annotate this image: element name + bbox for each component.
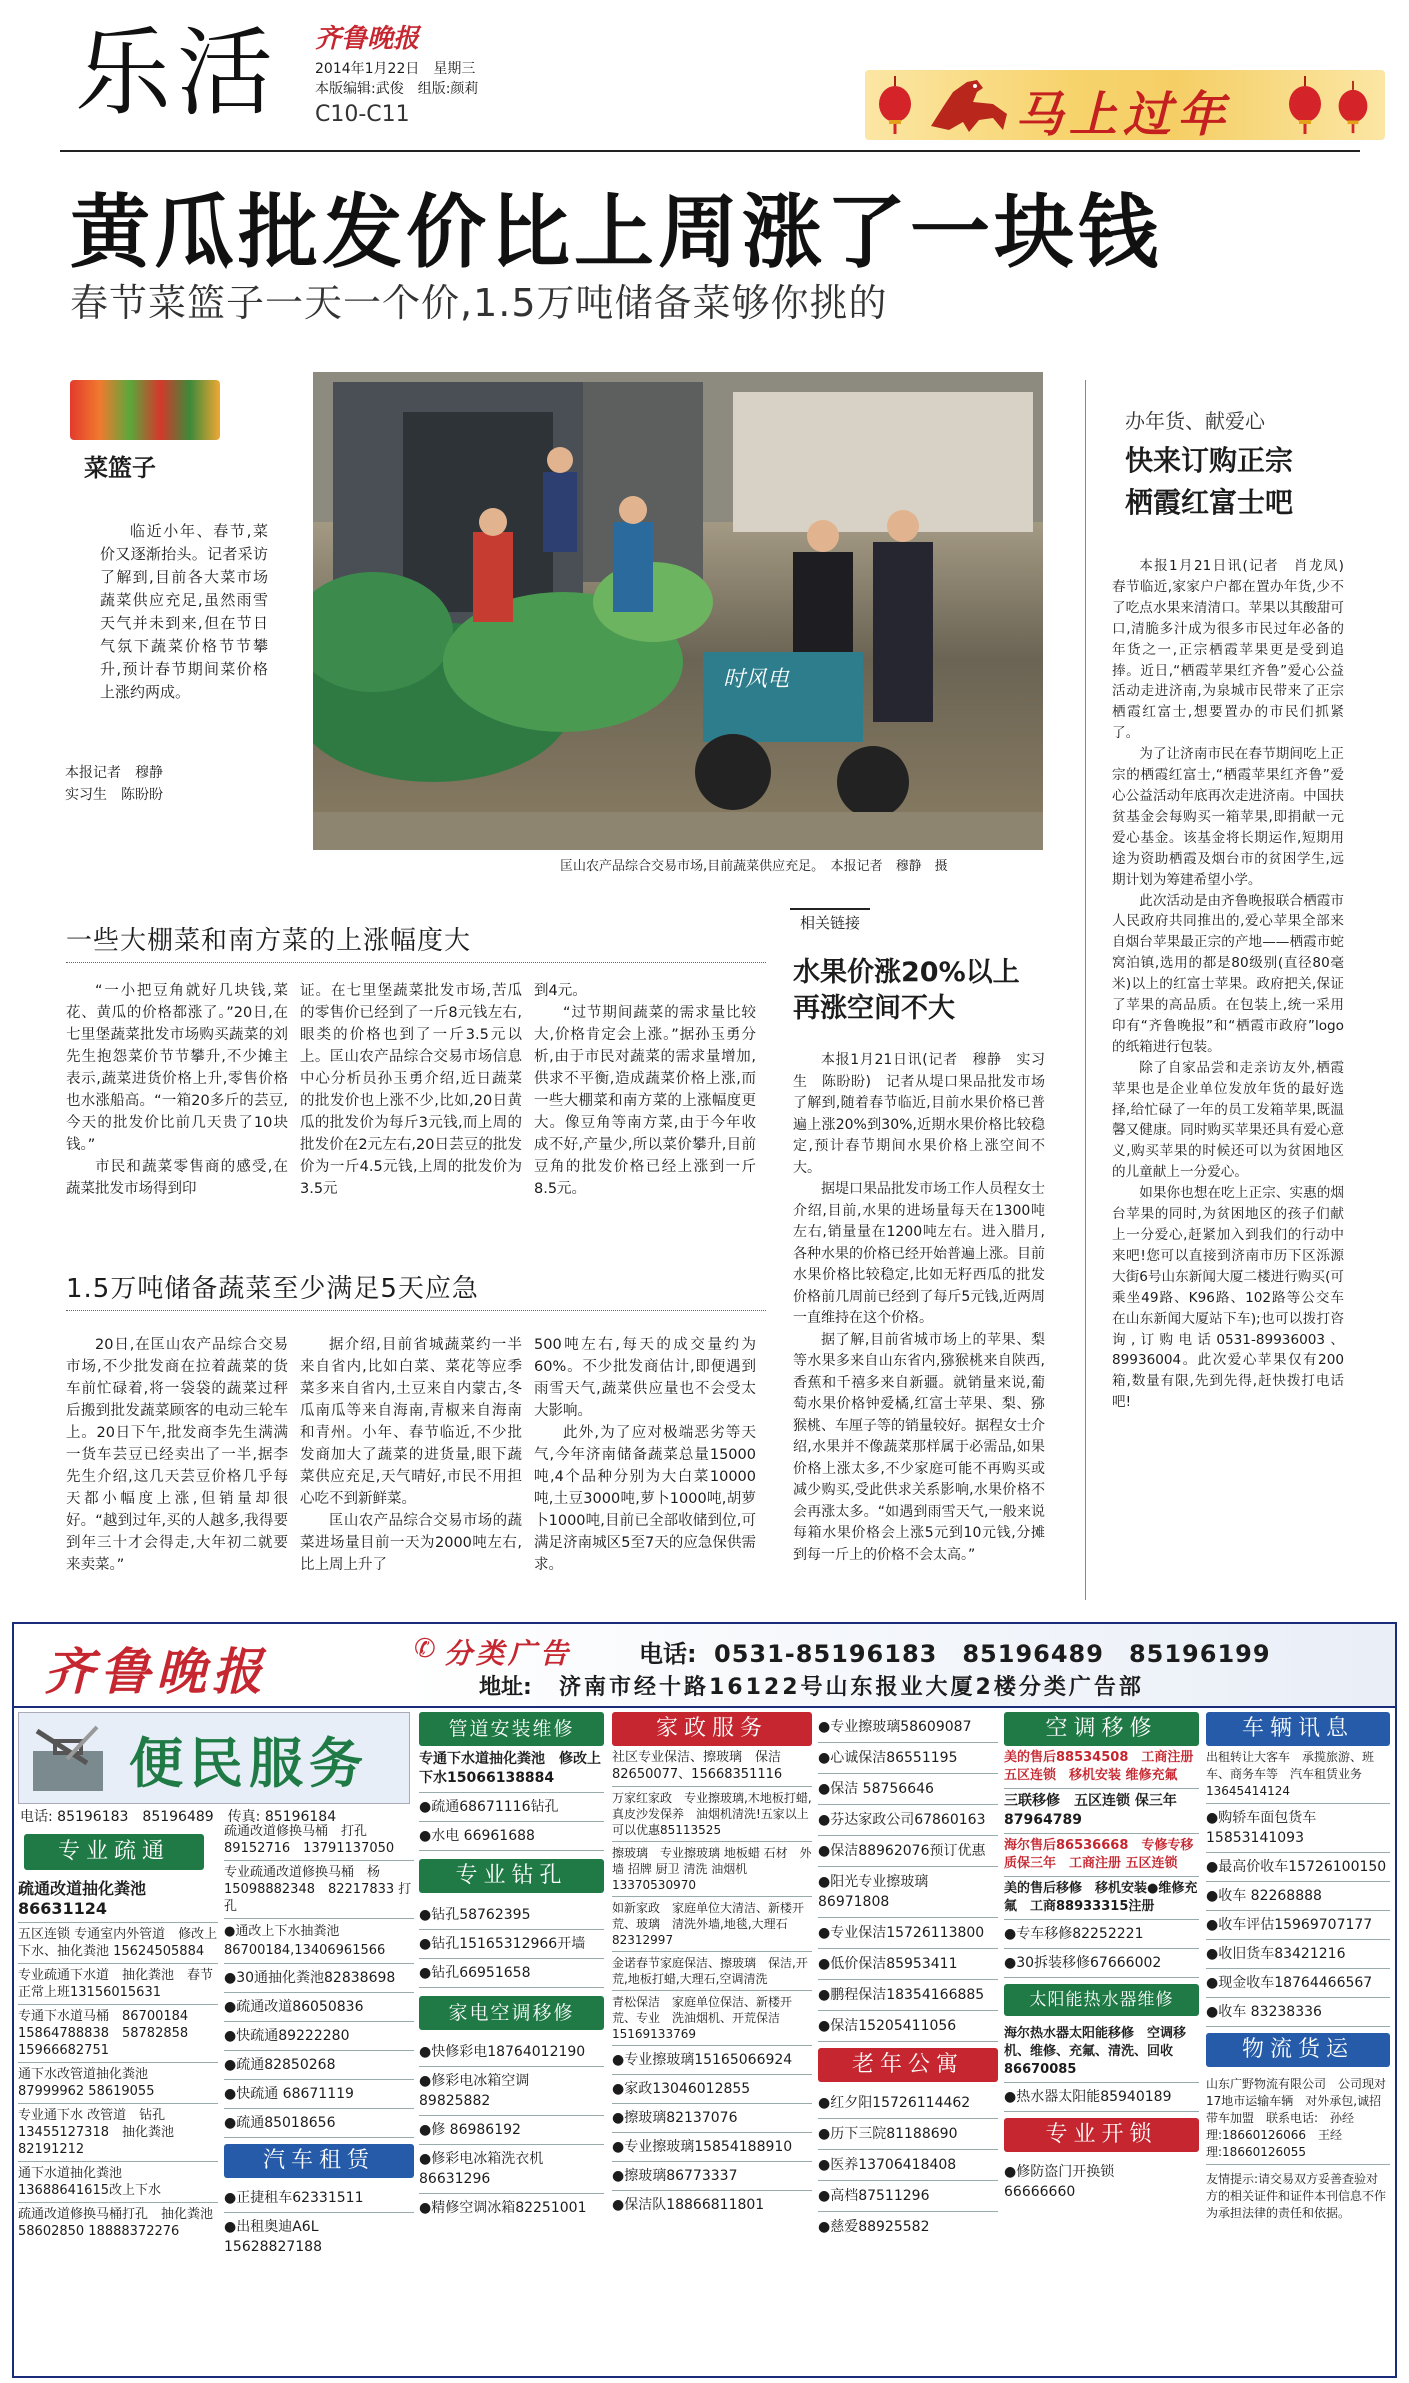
vegetable-thumbnail xyxy=(70,380,220,440)
phone-label: 电话: xyxy=(639,1640,697,1668)
category-housekeeping: 家政服务 xyxy=(612,1712,812,1746)
section2-col1: 20日,在匡山农产品综合交易市场,不少批发商在拉着蔬菜的货车前忙碌着,将一袋袋的蔬菜过秤后搬到批发蔬菜顾客的电动三轮车上。20日下午,批发商李先生满满一货车芸豆已经卖出了一半,据李先生介绍,这几天芸豆价格几乎每天都小幅度上涨,但销量却很好。“越到过年,买的人越多,我得要到年三十才会得走,大年初二就要来卖菜。” xyxy=(66,1337,288,1573)
newspaper-logo: 齐鲁晚报 xyxy=(315,24,420,54)
category-drilling: 专业钻孔 xyxy=(419,1859,604,1893)
section1-heading: 一些大棚菜和南方菜的上涨幅度大 xyxy=(66,926,472,956)
sub-headline: 春节菜篮子一天一个价,1.5万吨储备菜够你挑的 xyxy=(70,281,888,325)
section2-col3: 500吨左右,每天的成交量约为60%。不少批发商估计,即便遇到雨雪天气,蔬菜供应量也不会受太大影响。 此外,为了应对极端恶劣等天气,今年济南储备蔬菜总量15000吨,4个品种分别为大白菜10000吨,土豆3000吨,萝卜1000吨,胡萝卜1000吨,目前已全部收储到位,可满足济南城区5至7天的应急保供需求。 xyxy=(534,1337,756,1573)
col7-listings: 车辆讯息 出租转让大客车 承揽旅游、班车、商务车等 汽车租赁业务13645414124 ●购轿车面包货车 15853141093 ●最高价收车15726100150 ●收车 82268888 ●收车评估15969707177 ●收旧货车83421216 ●现金收车18764466567 ●收车 83238336 物流货运 山东广野物流有限公司 公司现对17地市运输车辆 对外承包,诚招带车加盟 联系电话: 孙经理:18660126066 王经理:18660126055 友情提示:请交易双方妥善查验对方的相关证件和证件本刊信息不作为承担法律的责任和依据。 xyxy=(1206,1712,1390,2228)
col4-listings: 家政服务 社区专业保洁、擦玻璃 保洁82650077、15668351116 万家红家政 专业擦玻璃,木地板打蜡,真皮沙发保养 油烟机清洗!五家以上可以优惠85113525 擦玻璃 专业擦玻璃 地板蜡 石材 外墙 招牌 厨卫 清洗 油烟机 13370530970 如新家政 家庭单位大清洁、新楼开荒、玻璃 清洗外墙,地毯,大理石82312997 金诺春节家庭保洁、擦玻璃 保洁,开荒,地板打蜡,大理石,空调清洗 青松保洁 家庭单位保洁、新楼开荒、专业 洗油烟机、开荒保洁15169133769 ●专业擦玻璃15165066924 ●家政13046012855 ●擦玻璃82137076 ●专业擦玻璃15854188910 ●擦玻璃86773337 ●保洁队18866811801 xyxy=(612,1712,812,2219)
masthead-rule xyxy=(60,150,1360,152)
editors-line: 本版编辑:武俊 组版:颜莉 xyxy=(315,81,479,97)
phone-icon: ✆ xyxy=(414,1634,436,1664)
new-year-banner xyxy=(865,70,1385,143)
address-label: 地址: xyxy=(479,1675,532,1700)
category-car-rental: 汽车租赁 xyxy=(224,2144,414,2178)
market-scene xyxy=(313,372,1043,850)
section1-col2: 证。在七里堡蔬菜批发市场,苦瓜的零售价已经到了一斤8元钱左右,眼类的价格也到了一斤3.5元以上。匡山农产品综合交易市场信息中心分析员孙玉勇介绍,近日蔬菜的批发价也上涨不少,比如,20日黄瓜的批发价为每斤3元钱,而上周的批发价在2元左右,20日芸豆的批发价为一斤4.5元钱,上周的批发价为3.5元 xyxy=(300,983,522,1197)
related-heading: 水果价涨20%以上 再涨空间不大 xyxy=(793,957,1020,1024)
category-ac-repair: 空调移修 xyxy=(1004,1712,1199,1746)
category-drain: 专业疏通 xyxy=(24,1834,204,1870)
section-title: 乐活 xyxy=(75,17,279,129)
apple-heading: 快来订购正宗 栖霞红富士吧 xyxy=(1125,444,1294,519)
notice: 友情提示:请交易双方妥善查验对方的相关证件和证件本刊信息不作为承担法律的责任和依据。 xyxy=(1206,2172,1387,2220)
column-divider xyxy=(1085,380,1086,1600)
horse-icon xyxy=(923,74,1013,136)
service-phone: 电话: 85196183 85196489 传真: 85196184 xyxy=(20,1809,337,1825)
category-senior-home: 老年公寓 xyxy=(818,2048,998,2082)
category-pipe: 管道安装维修 xyxy=(419,1712,604,1746)
banner-text: 马上过年 xyxy=(1015,87,1232,143)
lantern-icon xyxy=(1335,80,1371,134)
lead-byline xyxy=(65,762,163,806)
issue-date: 2014年1月22日 星期三 xyxy=(315,61,476,77)
col1-listings: 疏通改道抽化粪池 86631124 五区连锁 专通室内外管道 修改上下水、抽化粪池 15624505884 专业疏通下水道 抽化粪池 春节正常上班13156015631 专通下水道马桶 86700184 15864788838 58782858 15966682751 通下水改管道抽化粪池 87999962 58619055 专业通下水 改管道 钻孔 13455127318 抽化粪池 82191212 通下水道抽化粪池 13688641615改上下水 疏通改道修换马桶打孔 抽化粪池58602850 18888372276 xyxy=(18,1876,218,2243)
byline-intern: 实习生 陈盼盼 xyxy=(65,787,163,803)
section2-rule xyxy=(66,1310,766,1311)
section1-col1: “一小把豆角就好几块钱,菜花、黄瓜的价格都涨了。”20日,在七里堡蔬菜批发市场购买蔬菜的刘先生抱怨菜价节节攀升,不少摊主表示,蔬菜进货价格上升,零售价格也水涨船高。“一箱20多斤的芸豆,今天的批发价比前几天贵了10块钱。” 市民和蔬菜零售商的感受,在蔬菜批发市场得到印 xyxy=(66,983,288,1197)
lead-paragraph: 临近小年、春节,菜价又逐渐抬头。记者采访了解到,目前各大菜市场蔬菜供应充足,虽然雨雪天气并未到来,但在节日气氛下蔬菜价格节节攀升,预计春节期间菜价格上涨约两成。 xyxy=(100,522,268,701)
byline-reporter: 本报记者 穆静 xyxy=(65,765,163,781)
category-water-heater: 太阳能热水器维修 xyxy=(1004,1984,1199,2016)
related-label: 相关链接 xyxy=(790,908,870,935)
classified-section xyxy=(12,1622,1397,2378)
photo-caption: 匡山农产品综合交易市场,目前蔬菜供应充足。 本报记者 穆静 摄 xyxy=(560,859,948,874)
category-appliance: 家电空调移修 xyxy=(419,1996,604,2030)
category-vehicles: 车辆讯息 xyxy=(1206,1712,1390,1746)
category-logistics: 物流货运 xyxy=(1206,2033,1390,2067)
section1-col3: 到4元。 “过节期间蔬菜的需求量比较大,价格肯定会上涨。”据孙玉勇分析,由于市民对蔬菜的需求量增加,供求不平衡,造成蔬菜价格上涨,而一些大棚菜和南方菜的上涨幅度更大。像豆角等南方菜,由于今年收成不好,产量少,所以菜价攀升,目前豆角的批发价格已经上涨到一斤8.5元。 xyxy=(534,983,756,1197)
service-banner xyxy=(18,1712,410,1804)
column-label: 菜篮子 xyxy=(84,454,156,482)
apple-kicker: 办年货、献爱心 xyxy=(1125,409,1265,433)
truck-label: 时风电 xyxy=(723,667,790,692)
toolbox-icon xyxy=(27,1723,117,1795)
service-title: 便民服务 xyxy=(129,1731,369,1795)
phone-numbers: 0531-85196183 85196489 85196199 xyxy=(714,1640,1271,1668)
classified-header xyxy=(14,1624,1395,1708)
col3-listings: 管道安装维修 专通下水道抽化粪池 修改上下水15066138884 ●疏通68671116钻孔 ●水电 66961688 专业钻孔 ●钻孔58762395 ●钻孔15165312966开墙 ●钻孔66951658 家电空调移修 ●快修彩电18764012190 ●修彩电冰箱空调 89825882 ●修 86986192 ●修彩电冰箱洗衣机 86631296 ●精修空调冰箱82251001 xyxy=(419,1712,604,2222)
lantern-icon xyxy=(1285,76,1325,134)
section1-rule xyxy=(66,962,766,963)
category-locksmith: 专业开锁 xyxy=(1004,2118,1199,2152)
market-photo xyxy=(313,372,1043,850)
apple-body: 本报1月21日讯(记者 肖龙凤) 春节临近,家家户户都在置办年货,少不了吃点水果来清清口。苹果以其酸甜可口,清脆多汁成为很多市民过年必备的年货之一,正宗栖霞苹果更是受到追捧。近日,“栖霞苹果红齐鲁”爱心公益活动走进济南,为泉城市民带来了正宗栖霞红富士,想要置办的市民们抓紧了。 为了让济南市民在春节期间吃上正宗的栖霞红富士,“栖霞苹果红齐鲁”爱心公益活动年底再次走进济南。中国扶贫基金会每购买一箱苹果,即捐献一元爱心基金。该基金将长期运作,短期用途为资助栖霞及烟台市的贫困学生,远期计划为筹建希望小学。 此次活动是由齐鲁晚报联合栖霞市人民政府共同推出的,爱心苹果全部来自烟台苹果最正宗的产地——栖霞市蛇窝泊镇,选用的都是80级别(直径80毫米)以上的红富士苹果。政府把关,保证了苹果的高品质。在包装上,统一采用印有“齐鲁晚报”和“栖霞市政府”logo的纸箱进行包装。 除了自家品尝和走亲访友外,栖霞苹果也是企业单位发放年货的最好选择,给忙碌了一年的员工发箱苹果,既温馨又健康。同时购买苹果还具有爱心意义,购买苹果的时候还可以为贫困地区的儿童献上一分爱心。 如果你也想在吃上正宗、实惠的烟台苹果的同时,为贫困地区的孩子们献上一分爱心,赶紧加入到我们的行动中来吧!您可以直接到济南市历下区泺源大街6号山东新闻大厦二楼进行购买(可乘坐49路、K96路、102路等公交车在山东新闻大厦站下车);也可以拨打咨询,订购电话0531-89936003、89936004。此次爱心苹果仅有200箱,数量有限,先到先得,赶快拨打电话吧! xyxy=(1112,558,1358,1411)
section2-heading: 1.5万吨储备蔬菜至少满足5天应急 xyxy=(66,1274,479,1304)
address: 济南市经十路16122号山东报业大厦2楼分类广告部 xyxy=(559,1675,1144,1700)
page-range: C10-C11 xyxy=(315,102,410,127)
main-headline: 黄瓜批发价比上周涨了一块钱 xyxy=(70,185,1162,279)
col6-listings: 空调移修 美的售后88534508 工商注册 五区连锁 移机安装 维修充氟 三联移修 五区连锁 保三年 87964789 海尔售后86536668 专修专移 质保三年 工商注册 五区连锁 美的售后移修 移机安装●维修充氟 工商88933315注册 ●专车移修82252221 ●30拆装移修67666002 太阳能热水器维修 海尔热水器太阳能移修 空调移机、维修、充氟、清洗、回收86670085 ●热水器太阳能85940189 专业开锁 ●修防盗门开换锁 66666660 xyxy=(1004,1712,1199,2206)
lantern-icon xyxy=(875,76,915,134)
col2-listings: 疏通改道修换马桶 打孔 89152716 13791137050 专业疏通改道修换马桶 杨 15098882348 82217833 打孔 ●通改上下水抽粪池 86700184,13406961566 ●30通抽化粪池82838698 ●疏通改道86050836 ●快疏通89222280 ●疏通82850268 ●快疏通 68671119 ●疏通85018656 汽车租赁 ●正捷租车62331511 ●出租奥迪A6L 15628827188 xyxy=(224,1820,414,2261)
classified-title: 分类广告 xyxy=(444,1637,573,1670)
related-body: 本报1月21日讯(记者 穆静 实习生 陈盼盼) 记者从堤口果品批发市场了解到,随着春节临近,目前水果价格已普遍上涨20%到30%,近期水果价格比较稳定,预计春节期间水果价格上涨空间不大。 据堤口果品批发市场工作人员程女士介绍,目前,水果的进场量每天在1300吨左右,销量量在1200吨左右。进入腊月,各种水果的价格已经开始普遍上涨。目前水果价格比较稳定,比如无籽西瓜的批发价格前几周前已经到了每斤5元钱,近两周一直维持在这个价格。 据了解,目前省城市场上的苹果、梨等水果多来自山东省内,猕猴桃来自陕西,香蕉和千禧多来自新疆。就销量来说,葡萄水果价格钟爱橘,红富士苹果、梨、猕猴桃、车厘子等的销量较好。据程女士介绍,水果并不像蔬菜那样属于必需品,如果价格上涨太多,不少家庭可能不再购买或减少购买,受此供求关系影响,水果价格不会再涨太多。“如遇到雨雪天气,一般来说每箱水果价格会上涨5元到10元钱,分摊到每一斤上的价格不会太高。” xyxy=(793,1052,1045,1563)
ads-logo: 齐鲁晚报 xyxy=(44,1642,268,1701)
col5-listings: ●专业擦玻璃58609087 ●心诚保洁86551195 ●保洁 58756646 ●芬达家政公司67860163 ●保洁88962076预订优惠 ●阳光专业擦玻璃 86971808 ●专业保洁15726113800 ●低价保洁85953411 ●鹏程保洁18354166885 ●保洁15205411056 老年公寓 ●红夕阳15726114462 ●历下三院81188690 ●医养13706418408 ●高档87511296 ●慈爱88925582 xyxy=(818,1712,998,2242)
section2-col2: 据介绍,目前省城蔬菜约一半来自省内,比如白菜、菜花等应季菜多来自省内,土豆来自内蒙古,冬瓜南瓜等来自海南,青椒来自海南和青州。小年、春节临近,不少批发商加大了蔬菜的进货量,眼下蔬菜供应充足,天气晴好,市民不用担心吃不到新鲜菜。 匡山农产品综合交易市场的蔬菜进场量目前一天为2000吨左右,比上周上升了 xyxy=(300,1337,522,1573)
